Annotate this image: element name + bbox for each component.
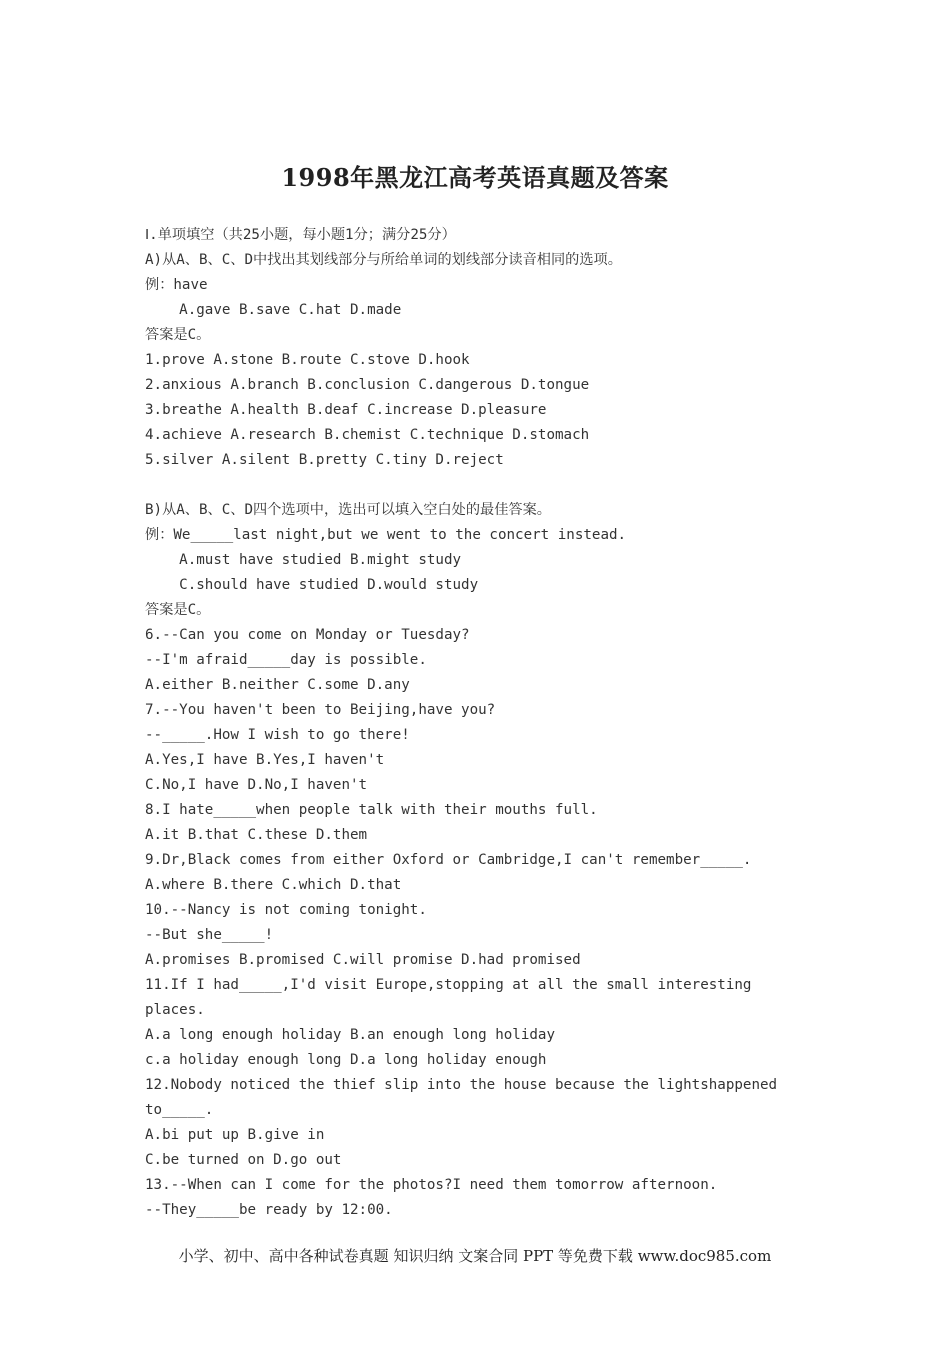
example-answer: 答案是C。 (145, 602, 211, 618)
question-line: 11.If I had_____,I'd visit Europe,stopping at all the small interesting (145, 977, 752, 993)
options-line: A.Yes,I have B.Yes,I haven't (145, 752, 385, 768)
options-line: A.a long enough holiday B.an enough long holiday (145, 1027, 555, 1043)
question-line: 12.Nobody noticed the thief slip into the house because the lightshappened (145, 1077, 778, 1093)
blank-line (145, 473, 795, 498)
footer-text: 小学、初中、高中各种试卷真题 知识归纳 文案合同 PPT 等免费下载 www.doc985.com (178, 1247, 772, 1265)
example-answer: 答案是C。 (145, 327, 211, 343)
example-options: A.gave B.save C.hat D.made (145, 302, 402, 318)
question-line: 7.--You haven't been to Beijing,have you? (145, 702, 496, 718)
options-line: A.either B.neither C.some D.any (145, 677, 410, 693)
question-line: 9.Dr,Black comes from either Oxford or Cambridge,I can't remember_____. (145, 852, 752, 868)
example-label: 例：have (145, 277, 208, 293)
options-line: A.it B.that C.these D.them (145, 827, 368, 843)
options-line: C.No,I have D.No,I haven't (145, 777, 368, 793)
example-question: 例：We_____last night,but we went to the concert instead. (145, 527, 627, 543)
page-title: 1998年黑龙江高考英语真题及答案 (281, 163, 669, 192)
options-line: A.promises B.promised C.will promise D.had promised (145, 952, 581, 968)
question-line: 5.silver A.silent B.pretty C.tiny D.reject (145, 452, 504, 468)
question-line: 4.achieve A.research B.chemist C.technique D.stomach (145, 427, 590, 443)
question-line: 1.prove A.stone B.route C.stove D.hook (145, 352, 470, 368)
question-line: 3.breathe A.health B.deaf C.increase D.pleasure (145, 402, 547, 418)
question-line: 8.I hate_____when people talk with their mouths full. (145, 802, 598, 818)
question-line: 10.--Nancy is not coming tonight. (145, 902, 427, 918)
question-line: --I'm afraid_____day is possible. (145, 652, 427, 668)
question-line: 13.--When can I come for the photos?I need them tomorrow afternoon. (145, 1177, 718, 1193)
question-line: to_____. (145, 1102, 214, 1118)
question-line: --They_____be ready by 12:00. (145, 1202, 393, 1218)
part-b-instruction: B)从A、B、C、D四个选项中，选出可以填入空白处的最佳答案。 (145, 502, 551, 518)
question-line: --But she_____! (145, 927, 274, 943)
options-line: c.a holiday enough long D.a long holiday enough (145, 1052, 547, 1068)
question-line: 6.--Can you come on Monday or Tuesday? (145, 627, 470, 643)
options-line: C.be turned on D.go out (145, 1152, 342, 1168)
example-options: C.should have studied D.would study (145, 577, 479, 593)
options-line: A.where B.there C.which D.that (145, 877, 402, 893)
question-line: places. (145, 1002, 205, 1018)
question-line: 2.anxious A.branch B.conclusion C.dangerous D.tongue (145, 377, 590, 393)
part-a-instruction: A)从A、B、C、D中找出其划线部分与所给单词的划线部分读音相同的选项。 (145, 252, 622, 268)
options-line: A.bi put up B.give in (145, 1127, 325, 1143)
question-line: --_____.How I wish to go there! (145, 727, 410, 743)
section-heading: Ⅰ.单项填空（共25小题，每小题1分；满分25分） (145, 227, 456, 243)
example-options: A.must have studied B.might study (145, 552, 462, 568)
exam-content (145, 223, 795, 1223)
